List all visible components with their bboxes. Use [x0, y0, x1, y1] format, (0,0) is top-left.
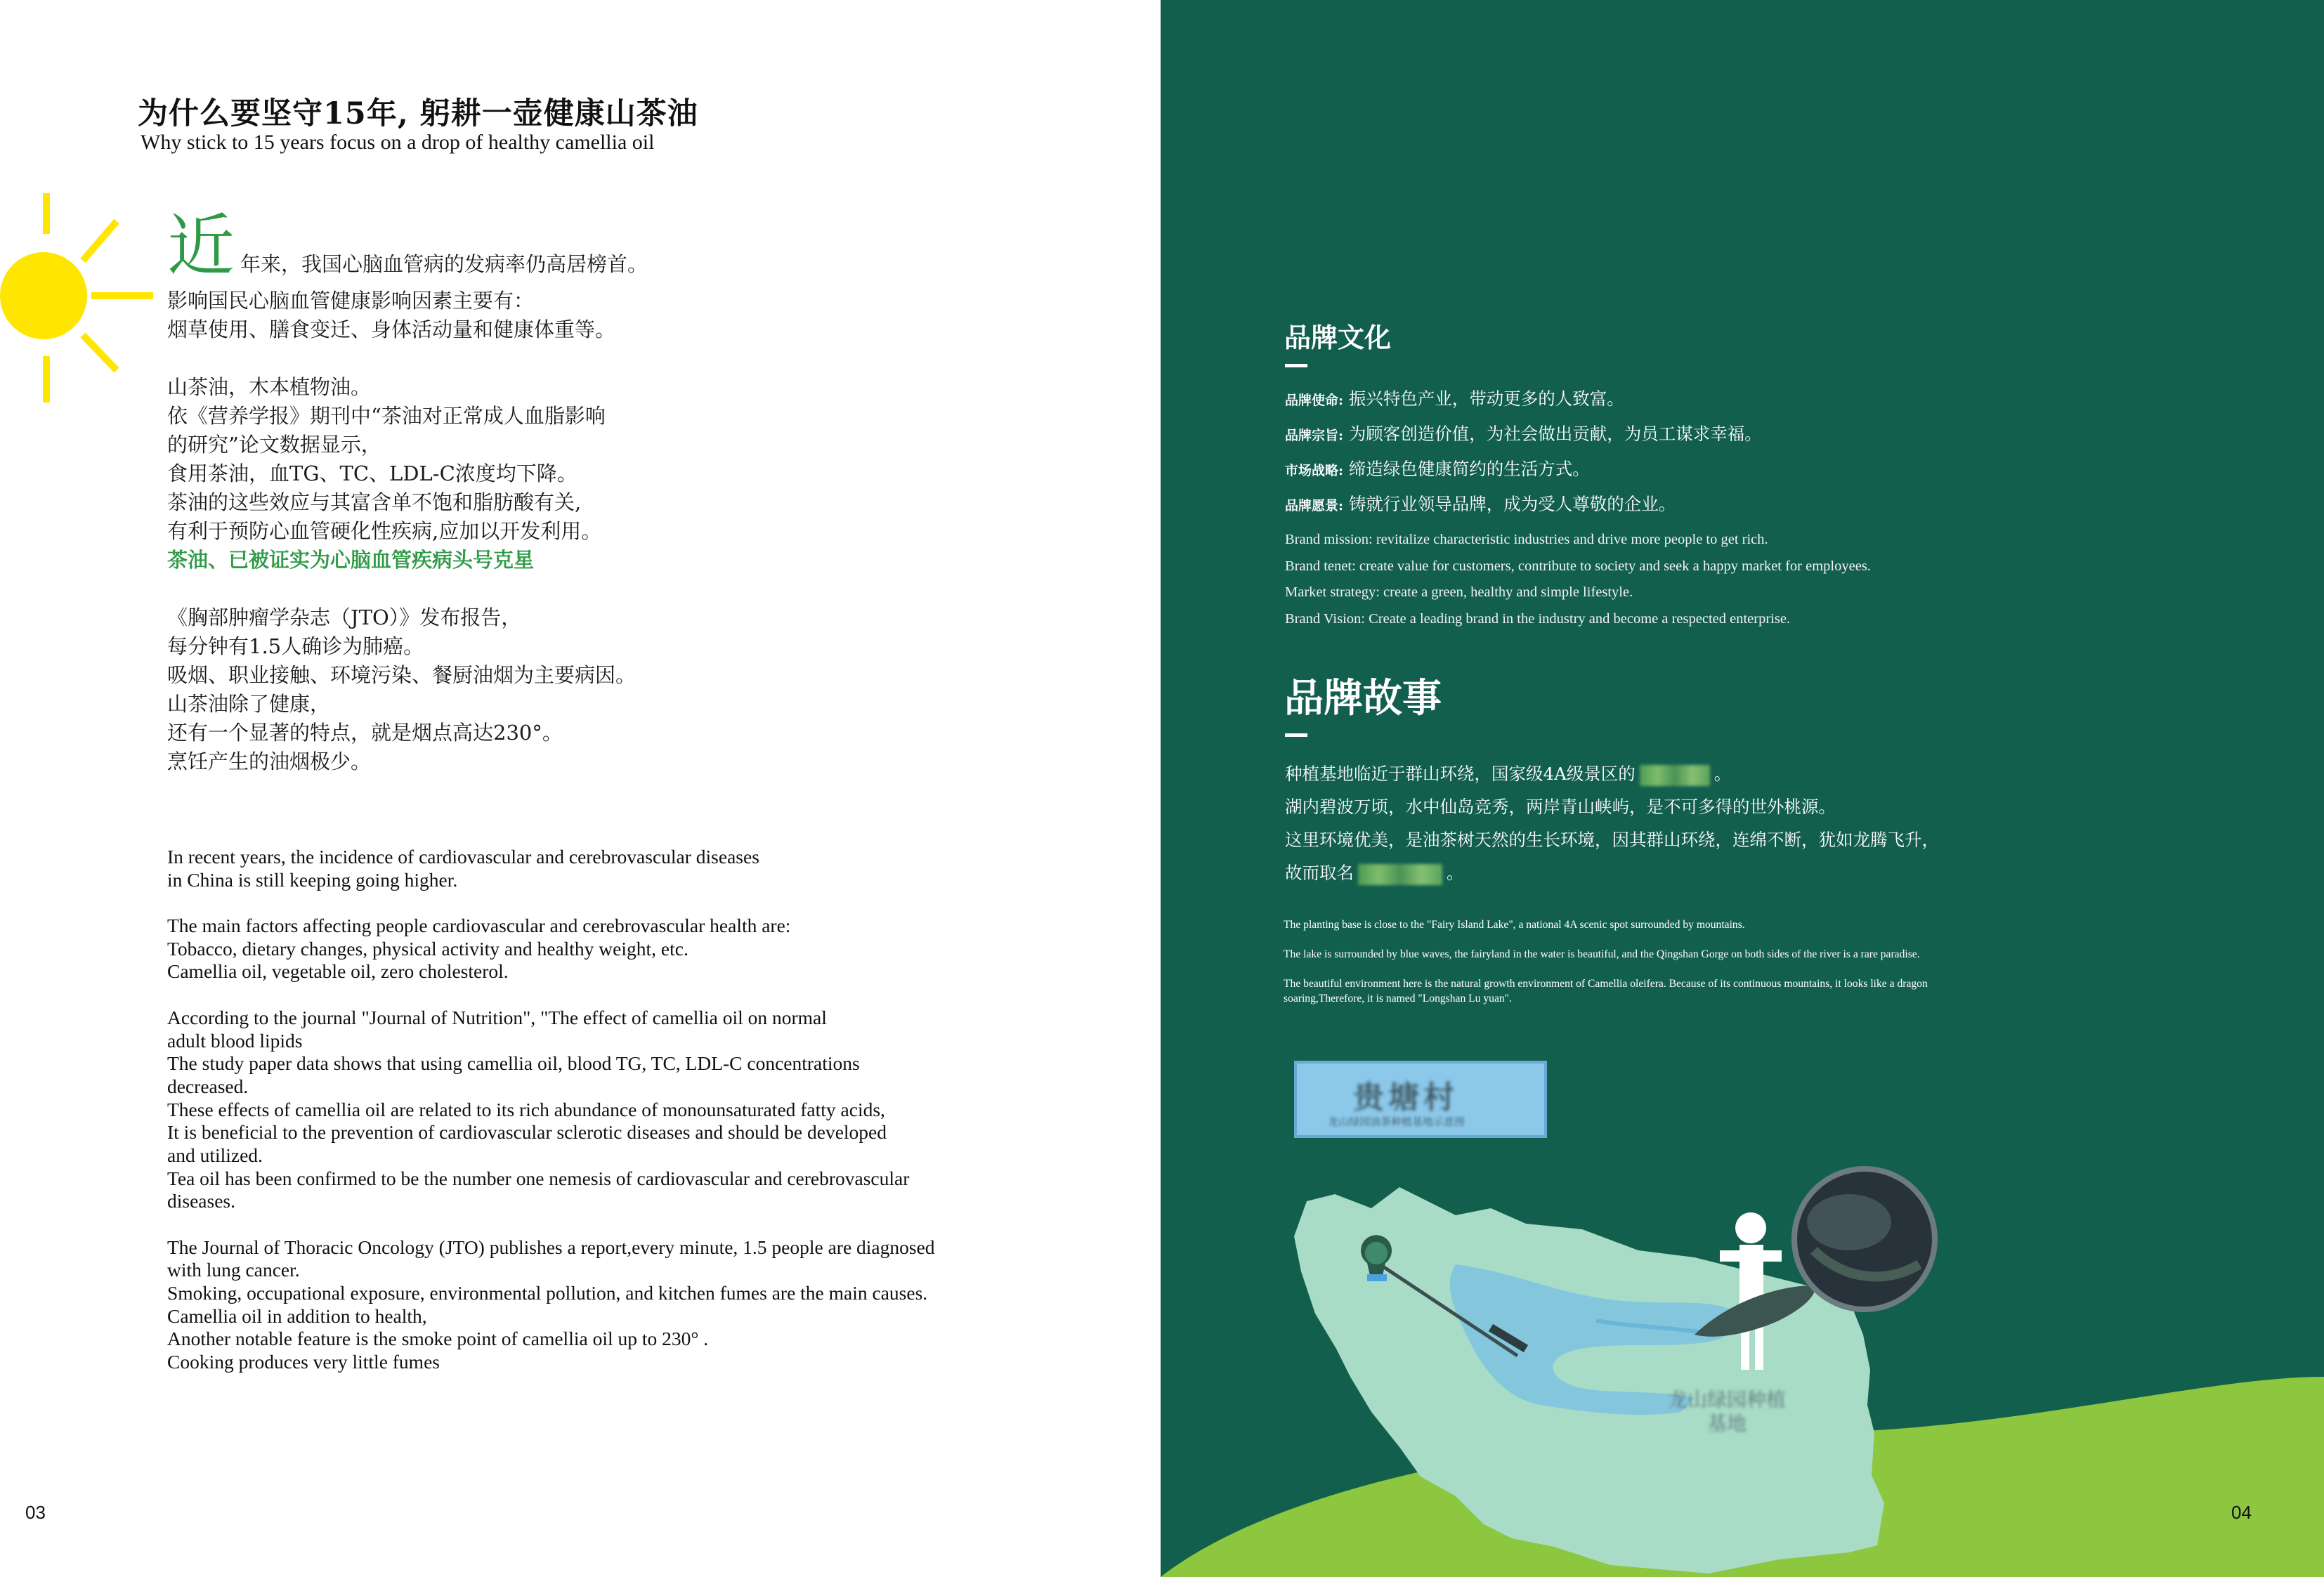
map-base-label: 龙山绿园种植基地: [1667, 1388, 1786, 1435]
cn-line: 山茶油除了健康，: [167, 692, 331, 716]
culture-item: 市场战略: 缔造绿色健康简约的生活方式。: [1285, 459, 1590, 479]
en-line: adult blood lipids: [167, 1029, 303, 1052]
sun-icon: [0, 179, 162, 411]
en-line: Cooking produces very little fumes: [167, 1351, 440, 1373]
cn-line: 的研究”论文数据显示，: [167, 433, 381, 457]
cn-highlight: 茶油、已被证实为心脑血管疾病头号克星: [167, 548, 535, 572]
drop-cap: 近: [167, 207, 235, 285]
cn-line: 烹饪产生的油烟极少。: [167, 750, 372, 773]
first-line: [167, 207, 799, 285]
brand-culture-heading: 品牌文化: [1284, 322, 1392, 353]
cn-line: 每分钟有1.5人确诊为肺癌。: [167, 634, 424, 658]
en-line: Smoking, occupational exposure, environmental pollution, and kitchen fumes are the main causes.: [167, 1282, 928, 1304]
page-title-cn: 为什么要坚守15年, 躬耕一壶健康山茶油: [138, 96, 698, 131]
en-line: The main factors affecting people cardiovascular and cerebrovascular health are:: [167, 915, 791, 937]
cn-line: 还有一个显著的特点，就是烟点高达230°。: [167, 721, 563, 745]
cn-line: 烟草使用、膳食变迁、身体活动量和健康体重等。: [167, 318, 616, 341]
en-line: The study paper data shows that using camellia oil, blood TG, TC, LDL-C concentrations: [167, 1052, 860, 1075]
story-en-paragraph: The planting base is close to the "Fairy Island Lake", a national 4A scenic spot surrounded by mountains.: [1284, 919, 1745, 931]
en-line: in China is still keeping going higher.: [167, 868, 458, 891]
culture-item: 品牌使命: 振兴特色产业，带动更多的人致富。: [1285, 388, 1624, 409]
culture-item: 品牌宗旨: 为顾客创造价值，为社会做出贡献，为员工谋求幸福。: [1285, 424, 1762, 444]
brand-culture-english: [1285, 527, 1871, 632]
en-line: These effects of camellia oil are related to its rich abundance of monounsaturated fatty acids,: [167, 1098, 885, 1120]
en-line: Another notable feature is the smoke point of camellia oil up to 230° .: [167, 1328, 709, 1350]
en-line: The Journal of Thoracic Oncology (JTO) publishes a report,every minute, 1.5 people are diagnosed: [167, 1236, 935, 1258]
en-line: Camellia oil in addition to health,: [167, 1304, 427, 1327]
en-line: diseases.: [167, 1190, 235, 1212]
cn-line: 吸烟、职业接触、环境污染、餐厨油烟为主要病因。: [167, 663, 637, 687]
english-body: [167, 846, 1081, 1374]
en-line: and utilized.: [167, 1144, 263, 1166]
en-line: Tobacco, dietary changes, physical activity and healthy weight, etc.: [167, 937, 688, 960]
story-en-paragraph: The lake is surrounded by blue waves, the fairyland in the water is beautiful, and the Qingshan Gorge on both sides of the river is a rare paradise.: [1284, 948, 1920, 960]
en-line: decreased.: [167, 1075, 249, 1097]
en-line: Tea oil has been confirmed to be the number one nemesis of cardiovascular and cerebrovascular: [167, 1167, 910, 1189]
first-line-text: 年来，我国心脑血管病的发病率仍高居榜首。: [240, 252, 648, 276]
cn-line: 食用茶油，血TG、TC、LDL-C浓度均下降。: [167, 462, 577, 485]
page-number-right: 04: [2231, 1502, 2252, 1523]
brand-story-text: [1285, 757, 1939, 889]
story-en-paragraph: The beautiful environment here is the natural growth environment of Camellia oleifera. Because of its continuous mountains, it looks like a dragon soaring,Therefore, it is named "Longshan Lu yuan".: [1284, 978, 1928, 1005]
en-line: Camellia oil, vegetable oil, zero cholesterol.: [167, 960, 509, 983]
heading-dash: [1285, 364, 1307, 367]
en-line: It is beneficial to the prevention of cardiovascular sclerotic diseases and should be developed: [167, 1121, 887, 1144]
cn-line: 依《营养学报》期刊中“茶油对正常成人血脂影响: [167, 404, 606, 428]
story-line: 种植基地临近于群山环绕，国家级4A级景区的 。: [1285, 757, 1939, 790]
culture-en-line: Brand Vision: Create a leading brand in the industry and become a respected enterprise.: [1285, 610, 1791, 627]
en-line: with lung cancer.: [167, 1259, 300, 1281]
redacted-name: [1640, 765, 1710, 786]
brand-story-english: [1284, 917, 1951, 1021]
page-title-en: Why stick to 15 years focus on a drop of healthy camellia oil: [141, 131, 655, 154]
story-line: 故而取名 。: [1285, 856, 1939, 889]
en-line: In recent years, the incidence of cardiovascular and cerebrovascular diseases: [167, 846, 759, 868]
village-subtitle: 龙山绿园油茶种植基地示意图: [1328, 1115, 1465, 1128]
village-sign: [1294, 1061, 1547, 1138]
page-number-left: 03: [25, 1502, 46, 1523]
culture-item: 品牌愿景: 铸就行业领导品牌，成为受人尊敬的企业。: [1285, 494, 1676, 514]
cn-line: 《胸部肿瘤学杂志（JTO）》发布报告，: [167, 606, 522, 629]
brand-story-heading: 品牌故事: [1284, 675, 1442, 721]
brand-culture-list: [1285, 382, 1762, 523]
culture-en-line: Brand tenet: create value for customers, contribute to society and seek a happy market for employees.: [1285, 558, 1871, 574]
story-line: 这里环境优美，是油茶树天然的生长环境，因其群山环绕，连绵不断，犹如龙腾飞升，: [1285, 830, 1939, 850]
culture-en-line: Market strategy: create a green, healthy and simple lifestyle.: [1285, 584, 1633, 600]
story-line: 湖内碧波万顷，水中仙岛竞秀，两岸青山峡屿，是不可多得的世外桃源。: [1285, 797, 1836, 817]
heading-dash: [1285, 733, 1307, 737]
culture-en-line: Brand mission: revitalize characteristic industries and drive more people to get rich.: [1285, 532, 1768, 547]
cn-line: 茶油的这些效应与其富含单不饱和脂肪酸有关,: [167, 490, 582, 514]
en-line: According to the journal "Journal of Nutrition", "The effect of camellia oil on normal: [167, 1006, 827, 1028]
chinese-body: [167, 207, 799, 776]
cn-line: 影响国民心脑血管健康影响因素主要有：: [167, 289, 535, 313]
left-page: [0, 0, 1161, 1577]
cn-line: 有利于预防心血管硬化性疾病,应加以开发利用。: [167, 519, 602, 543]
redacted-name: [1358, 864, 1442, 885]
cn-line: 山茶油，木本植物油。: [167, 375, 372, 399]
village-name: 贵塘村: [1353, 1080, 1458, 1115]
